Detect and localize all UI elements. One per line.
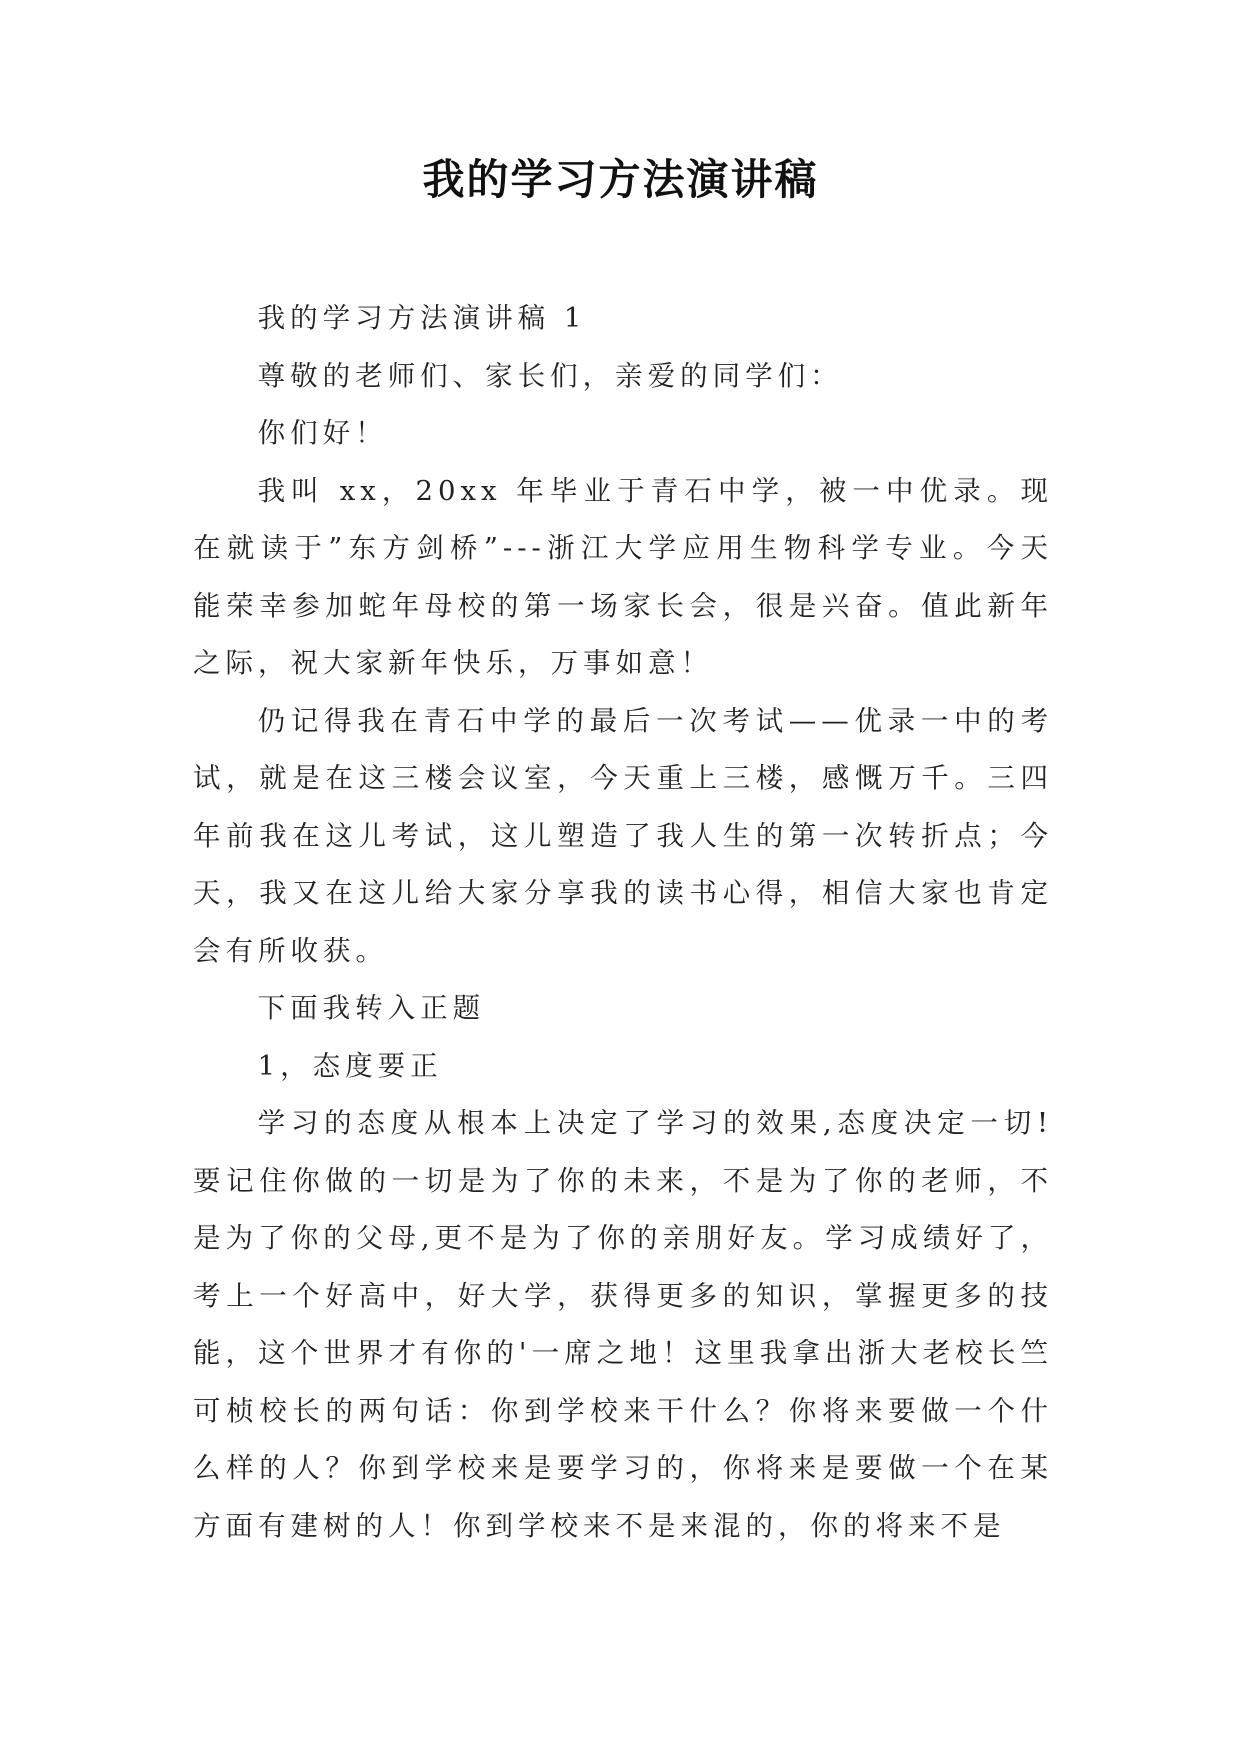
paragraph-introduction: 我叫 xx，20xx 年毕业于青石中学，被一中优录。现在就读于”东方剑桥”---浙江大学应用生物科学专业。今天能荣幸参加蛇年母校的第一场家长会，很是兴奋。值此新年之际，祝大家新年快乐，万事如意！	[193, 474, 1053, 679]
document-body	[193, 290, 1053, 1555]
paragraph-memory: 仍记得我在青石中学的最后一次考试——优录一中的考试，就是在这三楼会议室，今天重上三楼，感慨万千。三四年前我在这儿考试，这儿塑造了我人生的第一次转折点；今天，我又在这儿给大家分享我的读书心得，相信大家也肯定会有所收获。	[193, 704, 1053, 967]
document-title: 我的学习方法演讲稿	[422, 155, 819, 204]
greeting: 你们好！	[257, 417, 388, 449]
section-heading: 我的学习方法演讲稿 1	[257, 302, 587, 334]
paragraph-transition: 下面我转入正题	[257, 992, 486, 1024]
paragraph-attitude: 学习的态度从根本上决定了学习的效果,态度决定一切!要记住你做的一切是为了你的未来，不是为了你的老师，不是为了你的父母,更不是为了你的亲朋好友。学习成绩好了，考上一个好高中，好大学，获得更多的知识，掌握更多的技能，这个世界才有你的'一席之地！这里我拿出浙大老校长竺可桢校长的两句话：你到学校来干什么？你将来要做一个什么样的人？你到学校来是要学习的，你将来是要做一个在某方面有建树的人！你到学校来不是来混的，你的将来不是	[193, 1107, 1053, 1542]
point-heading: 1，态度要正	[257, 1049, 443, 1082]
salutation: 尊敬的老师们、家长们，亲爱的同学们：	[257, 359, 843, 392]
